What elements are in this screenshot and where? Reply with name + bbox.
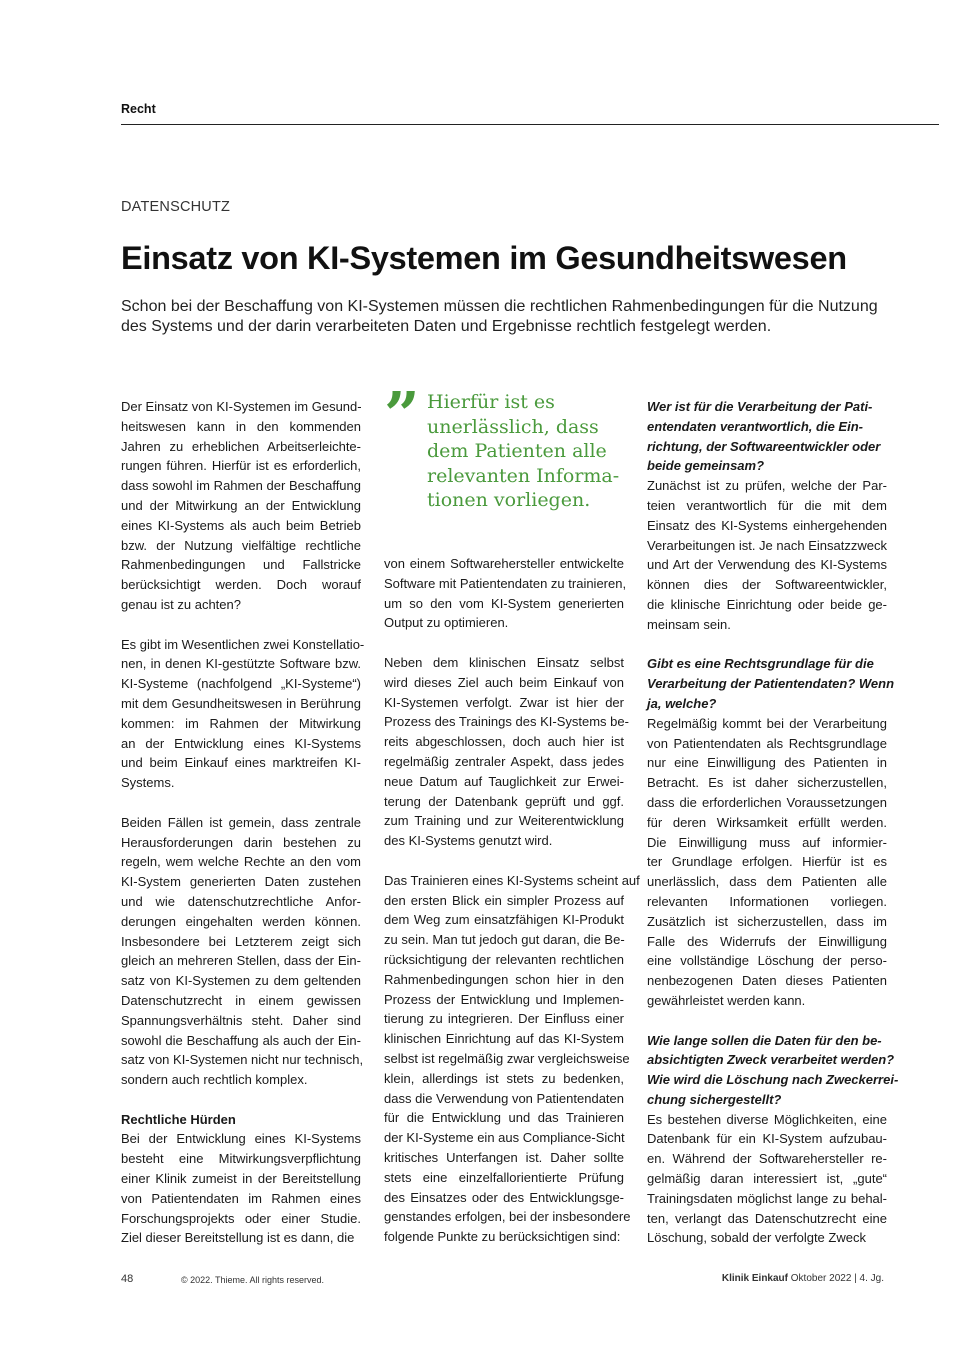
text-line: KI-Systemen verfolgt. Zwar ist hier der	[384, 694, 624, 710]
text-line: Regelmäßig kommt bei der Verarbeitung	[647, 715, 887, 731]
paragraph	[647, 476, 887, 634]
text-line: dass sowohl im Rahmen der Beschaffung	[121, 478, 361, 494]
text-line: gewährleistet werden kann.	[647, 992, 806, 1008]
page-number: 48	[121, 1273, 134, 1285]
lead-line: Schon bei der Beschaffung von KI-Systemen müssen die rechtlichen Rahmenbedingungen für die Nutzung	[121, 298, 878, 315]
paragraph	[121, 813, 364, 1090]
text-line: Bei der Entwicklung eines KI-Systems	[121, 1131, 361, 1147]
text-line: dass die erforderlichen Voraussetzungen	[647, 794, 887, 810]
question-heading	[647, 397, 887, 476]
text-line: terung der Datenbank geprüft und ggf.	[384, 793, 624, 809]
text-line: Jahren zu erheblichen Arbeitserleichte-	[121, 438, 361, 454]
text-line: kritisches Unterfangen ist. Daher sollte	[384, 1149, 624, 1165]
text-line: eines KI-Systems als auch beim Betrieb	[121, 517, 361, 533]
question-line: ja, welche?	[647, 695, 717, 711]
text-line: des Einsatzes oder des Entwicklungsge-	[384, 1189, 624, 1205]
text-line: nenbezogenen Daten dieses Patienten	[647, 973, 887, 989]
text-line: kommen: im Rahmen der Mitwirkung	[121, 715, 361, 731]
text-line: relevanten Informationen vorliegen.	[647, 893, 887, 909]
journal-info	[722, 1273, 884, 1284]
text-line: teien verantwortlich für die mit dem	[647, 497, 887, 513]
lead-line: des Systems und der darin verarbeiteten Daten und Ergebnisse rechtlich festgelegt werden.	[121, 317, 772, 335]
text-line: an der Entwicklung eines KI-Systems	[121, 735, 361, 751]
paragraph	[121, 635, 365, 793]
text-line: KI-System generierten Daten zustehen	[121, 874, 361, 890]
text-line: regelmäßig zentraler Aspekt, dass jedes	[384, 753, 624, 769]
text-line: um so den vom KI-System generierten	[384, 595, 624, 611]
text-line: Es gibt im Wesentlichen zwei Konstellatio-	[121, 636, 365, 652]
text-line: Rahmenbedingungen schon hier in den	[384, 971, 624, 987]
text-line: Herausforderungen darin bestehen zu	[121, 834, 361, 850]
pull-quote-text	[427, 390, 619, 513]
text-line: sondern auch rechtlich komplex.	[121, 1072, 308, 1088]
text-line: satz von KI-Systemen nicht nur technisch,	[121, 1052, 364, 1068]
paragraph	[647, 714, 887, 1011]
pull-quote-line: unerlässlich, dass	[427, 415, 599, 438]
text-line: Forschungsprojekts oder einer Studie.	[121, 1210, 361, 1226]
text-line: Software mit Patientendaten zu trainieren,	[384, 575, 627, 591]
question-line: Verarbeitung der Patientendaten? Wenn	[647, 676, 895, 692]
text-line: klinischen Einrichtung auf das KI-System	[384, 1031, 624, 1047]
text-line: Die Einwilligung muss auf informier-	[647, 834, 887, 850]
text-line: rücksichtigung der relevanten rechtlichen	[384, 951, 624, 967]
paragraph	[121, 397, 361, 615]
text-line: KI-Systeme (nachfolgend „KI-Systeme“)	[121, 676, 361, 692]
text-line: gelmäßig daran interessiert ist, „gute“	[647, 1171, 887, 1187]
paragraph	[121, 1129, 361, 1248]
paragraph	[384, 871, 640, 1247]
journal-name: Klinik Einkauf	[721, 1273, 788, 1284]
text-line: Neben dem klinischen Einsatz selbst	[384, 654, 624, 670]
text-line: nur eine Einwilligung des Patienten in	[647, 755, 887, 771]
text-line: dem Weg zum einsatzfähigen KI-Produkt	[384, 912, 624, 928]
text-line: dass die Verwendung von Patientendaten	[384, 1090, 624, 1106]
text-line: von Patientendaten als Rechtsgrundlage	[647, 735, 887, 751]
text-line: für deren Wirksamkeit erfüllt werden.	[647, 814, 887, 830]
text-line: Es bestehen diverse Möglichkeiten, eine	[647, 1111, 887, 1127]
text-line: mit dem Gesundheitswesen in Berührung	[121, 695, 361, 711]
question-line: chung sichergestellt?	[647, 1091, 782, 1107]
copyright: © 2022. Thieme. All rights reserved.	[181, 1275, 325, 1285]
text-line: und der Mitwirkung an der Entwicklung	[121, 497, 361, 513]
text-line: Trainingsdaten möglichst lange zu behal-	[647, 1190, 887, 1206]
question-heading	[647, 1031, 899, 1110]
column-2	[384, 554, 640, 1247]
text-line: satz von KI-Systemen zu dem geltenden	[121, 973, 361, 989]
text-line: Output zu optimieren.	[384, 615, 509, 631]
text-line: und Art der Verwendung des KI-Systems	[647, 557, 887, 573]
text-line: Das Trainieren eines KI-Systems scheint auf	[384, 872, 640, 888]
text-line: Der Einsatz von KI-Systemen im Gesund-	[121, 399, 362, 414]
text-line: und beim Einkauf eines marktreifen KI-	[121, 755, 361, 771]
question-line: absichtigten Zweck verarbeitet werden?	[647, 1052, 895, 1068]
text-line: Rahmenbedingungen und Fallstricke	[121, 557, 361, 573]
question-line: Wie lange sollen die Daten für den be-	[647, 1032, 882, 1048]
text-line: von Patientendaten im Rahmen eines	[121, 1190, 361, 1206]
text-line: stets eine einzelfallorientierte Prüfung	[384, 1169, 624, 1185]
text-line: die klinische Einrichtung oder beide ge-	[647, 596, 887, 612]
text-line: sowohl die Beschaffung als auch der Ein-	[121, 1032, 361, 1048]
quote-mark-icon: ”	[384, 378, 420, 451]
text-line: unerlässlich, dass dem Patienten alle	[647, 874, 887, 890]
text-line: zum Training und zur Weiterentwicklung	[384, 813, 624, 829]
question-line: beide gemeinsam?	[647, 458, 765, 474]
pull-quote-line: Hierfür ist es	[427, 391, 555, 413]
pull-quote-line: relevanten Informa-	[427, 464, 620, 487]
pull-quote-line: tionen vorliegen.	[427, 489, 591, 511]
paragraph	[384, 653, 629, 851]
text-line: Prozess der Entwicklung und Implemen-	[384, 991, 624, 1007]
article-lead	[121, 296, 921, 336]
text-line: eine vollständige Löschung der perso-	[647, 953, 887, 969]
text-line: Verarbeitungen ist. Je nach Einsatzzweck	[647, 537, 887, 553]
text-line: bzw. der Nutzung vielfältige rechtliche	[121, 537, 361, 553]
text-line: folgende Punkte zu berücksichtigen sind:	[384, 1229, 621, 1245]
text-line: wird dieses Ziel auch beim Einkauf von	[384, 674, 624, 690]
column-3	[647, 397, 899, 1248]
question-line: richtung, der Softwareentwickler oder	[647, 438, 881, 454]
text-line: den ersten Blick ein simpler Prozess auf	[384, 892, 624, 908]
question-heading	[647, 654, 895, 713]
text-line: besteht eine Mitwirkungsverpflichtung	[121, 1151, 361, 1167]
text-line: Insbesondere bei Letzterem zeigt sich	[121, 933, 361, 949]
text-line: klein, allerdings ist stets zu bedenken,	[384, 1070, 624, 1086]
text-line: Zusätzlich ist sicherzustellen, dass im	[647, 913, 887, 929]
text-line: Spannungsverhältnis steht. Daher sind	[121, 1012, 361, 1028]
text-line: selbst ist regelmäßig zwar vergleichsweise	[384, 1050, 630, 1066]
text-line: Systems.	[121, 775, 175, 791]
question-line: Wer ist für die Verarbeitung der Pati-	[647, 399, 873, 414]
text-line: Zunächst ist zu prüfen, welche der Par-	[647, 478, 887, 494]
question-line: Gibt es eine Rechtsgrundlage für die	[647, 656, 874, 672]
text-line: für die Entwicklung und das Trainieren	[384, 1110, 624, 1126]
text-line: und wie datenschutzrechtliche Anfor-	[121, 893, 361, 909]
text-line: von einem Softwarehersteller entwickelte	[384, 556, 624, 571]
column-1	[121, 397, 365, 1248]
text-line: des KI-Systems genutzt wird.	[384, 833, 553, 849]
text-line: Prozess des Trainings des KI-Systems be-	[384, 714, 629, 730]
question-line: Wie wird die Löschung nach Zweckerrei-	[647, 1072, 899, 1088]
text-line: berücksichtigt werden. Doch worauf	[121, 577, 361, 593]
journal-issue: Oktober 2022 | 4. Jg.	[790, 1273, 884, 1284]
text-line: rungen führen. Hierfür ist es erforderlich,	[121, 458, 361, 474]
text-line: nen, in denen KI-gestützte Software bzw.	[121, 656, 361, 672]
pull-quote-line: dem Patienten alle	[427, 440, 607, 462]
text-line: gleich an mehreren Stellen, dass der Ein-	[121, 953, 361, 969]
text-line: Betracht. Es ist daher sicherzustellen,	[647, 775, 887, 791]
text-line: genau ist zu achten?	[121, 596, 241, 612]
text-line: Ziel dieser Bereitstellung ist es dann, die	[121, 1230, 355, 1246]
text-line: Beiden Fällen ist gemein, dass zentrale	[121, 814, 361, 830]
text-line: zu sein. Man tut jedoch gut daran, die Be-	[384, 932, 625, 948]
section-label: Recht	[121, 102, 156, 116]
section-divider	[121, 124, 939, 125]
paragraph	[384, 554, 627, 633]
paragraph	[647, 1110, 887, 1249]
text-line: Datenschutzrecht in einem gewissen	[121, 992, 361, 1008]
subheading: Rechtliche Hürden	[121, 1111, 236, 1127]
text-line: en. Während der Softwarehersteller re-	[647, 1151, 887, 1167]
text-line: tierung zu integrieren. Der Einfluss einer	[384, 1011, 624, 1027]
text-line: derungen eingehalten werden können.	[121, 913, 361, 929]
text-line: Datenbank für ein KI-System aufzubau-	[647, 1131, 887, 1147]
text-line: reits abgeschlossen, doch auch hier ist	[384, 734, 624, 750]
text-line: genstandes erfolgen, bei der insbesondere	[384, 1209, 631, 1225]
article-title: Einsatz von KI-Systemen im Gesundheitswesen	[121, 240, 847, 276]
text-line: neue Datum auf Tauglichkeit zur Erwei-	[384, 773, 624, 789]
text-line: der KI-Systeme ein aus Compliance-Sicht	[384, 1130, 625, 1146]
text-line: Falle des Widerrufs der Einwilligung	[647, 933, 887, 949]
text-line: meinsam sein.	[647, 616, 731, 632]
article-kicker: DATENSCHUTZ	[121, 199, 231, 215]
text-line: können dies der Softwareentwickler,	[647, 577, 887, 593]
text-line: heitswesen kann in den kommenden	[121, 418, 361, 434]
text-line: regeln, wem welche Rechte an den vom	[121, 854, 361, 870]
text-line: Löschung, sobald der verfolgte Zweck	[647, 1230, 866, 1246]
text-line: Einsatz des KI-Systems einhergehenden	[647, 517, 887, 533]
text-line: einer Klinik zumeist in der Bereitstellung	[121, 1171, 361, 1187]
question-line: entendaten verantwortlich, die Ein-	[647, 418, 863, 434]
text-line: ter Grundlage erfolgen. Hierfür ist es	[647, 854, 887, 870]
text-line: ten, verlangt das Datenschutzrecht eine	[647, 1210, 887, 1226]
